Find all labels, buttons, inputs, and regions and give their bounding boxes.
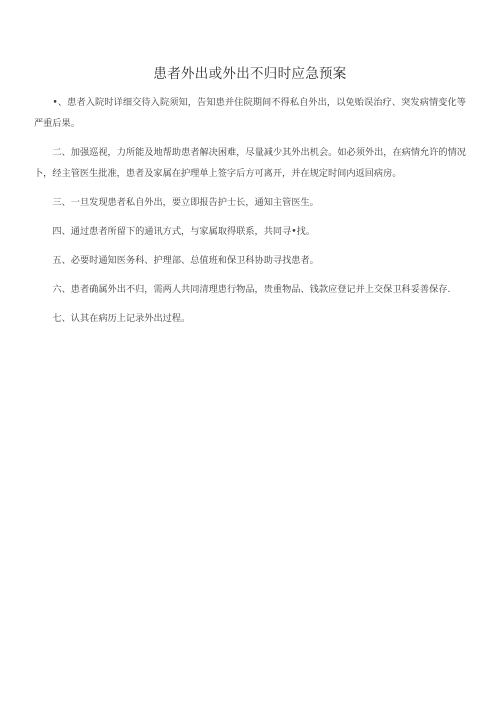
paragraph-2: 二、加强巡视，力所能及地帮助患者解决困难，尽量减少其外出机会。如必须外出，在病情允许的情况卜，经主管医生批准，患者及家属在护理单上签字后方可离开，并在规定时间内返回病房。 [34, 147, 466, 179]
paragraph-4: 四、通过患者所留下的通讯方式，与家属取得联系，共同寻•找。 [52, 226, 316, 237]
document-body [34, 92, 466, 337]
paragraph-1: •、患者入院时详细交待入院须知，告知患并住院期间不得私自外出，以免贻误治疗、突发病情变化等严重后果。 [34, 97, 466, 129]
paragraph-3: 三、一旦发现患者私自外出，要立即报告护士长，通知主管医生。 [52, 197, 319, 208]
paragraph-5: 五、必要时通知医务科、护理部、总值班和保卫科协助寻找患者。 [52, 255, 319, 266]
paragraph-6: 六、患者确属外出不归，需两人共同清理患行物品，贵重物品、钱款应登记并上交保卫科妥善保存. [52, 284, 451, 295]
paragraph-7: 七、认其在病历上记录外出过程。 [52, 313, 191, 324]
document-title: 患者外出或外出不归时应急预案 [153, 66, 347, 82]
